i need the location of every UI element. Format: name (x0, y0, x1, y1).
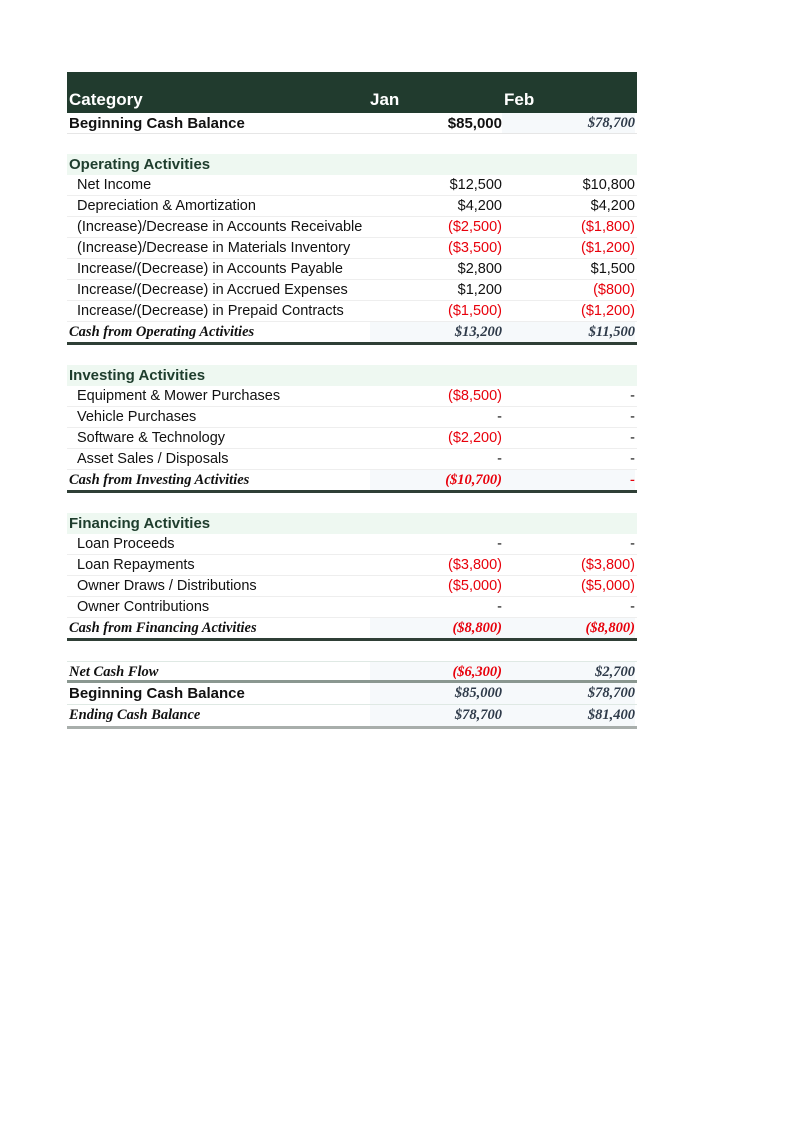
financing-section-title (67, 513, 637, 534)
row-jan: ($1,500) (447, 303, 502, 319)
row-label: Software & Technology (77, 430, 226, 446)
table-row (67, 597, 637, 618)
row-feb: - (630, 451, 635, 467)
table-row (67, 196, 637, 217)
ending-cash-jan: $78,700 (454, 707, 502, 723)
financing-items (67, 534, 637, 618)
beginning-cash-label: Beginning Cash Balance (69, 115, 245, 132)
row-feb: ($1,200) (580, 303, 635, 319)
row-feb: - (630, 536, 635, 552)
table-row (67, 175, 637, 196)
table-row (67, 259, 637, 280)
table-row (67, 280, 637, 301)
investing-total-feb: - (630, 472, 635, 488)
net-cash-flow-feb: $2,700 (595, 664, 635, 680)
row-jan: ($3,800) (447, 557, 502, 573)
row-label: Vehicle Purchases (77, 409, 197, 425)
net-cash-flow-jan: ($6,300) (452, 664, 502, 680)
row-jan: ($3,500) (447, 240, 502, 256)
row-jan: - (497, 599, 502, 615)
row-feb: ($1,800) (580, 219, 635, 235)
row-feb: ($800) (593, 282, 635, 298)
table-row (67, 555, 637, 576)
summary-beginning-row (67, 683, 637, 705)
row-label: (Increase)/Decrease in Materials Inventory (77, 240, 351, 256)
investing-section-title (67, 365, 637, 386)
financing-total-feb: ($8,800) (585, 620, 635, 636)
row-label: (Increase)/Decrease in Accounts Receivable (77, 219, 363, 235)
table-row (67, 534, 637, 555)
table-row (67, 407, 637, 428)
operating-section-title (67, 154, 637, 175)
table-row (67, 301, 637, 322)
row-label: Increase/(Decrease) in Prepaid Contracts (77, 303, 344, 319)
row-jan: - (497, 409, 502, 425)
header-category: Category (69, 90, 143, 109)
cash-flow-sheet (67, 72, 637, 729)
operating-title: Operating Activities (69, 156, 211, 173)
row-jan: ($5,000) (447, 578, 502, 594)
row-label: Loan Repayments (77, 557, 195, 573)
table-row (67, 449, 637, 470)
financing-total-jan: ($8,800) (452, 620, 502, 636)
row-label: Equipment & Mower Purchases (77, 388, 281, 404)
ending-cash-row (67, 705, 637, 729)
row-jan: $2,800 (457, 261, 502, 277)
row-jan: $1,200 (457, 282, 502, 298)
row-label: Increase/(Decrease) in Accounts Payable (77, 261, 343, 277)
operating-total-row (67, 322, 637, 345)
row-jan: $4,200 (457, 198, 502, 214)
row-feb: - (630, 430, 635, 446)
row-feb: ($5,000) (580, 578, 635, 594)
investing-total-row (67, 470, 637, 493)
row-feb: $10,800 (582, 177, 635, 193)
header-jan: Jan (370, 90, 400, 109)
row-label: Owner Draws / Distributions (77, 578, 257, 594)
row-jan: - (497, 451, 502, 467)
summary-beginning-feb: $78,700 (587, 685, 635, 701)
row-jan: - (497, 536, 502, 552)
financing-title: Financing Activities (69, 515, 211, 532)
table-row (67, 238, 637, 259)
operating-total-label: Cash from Operating Activities (69, 324, 255, 340)
header-feb: Feb (504, 90, 535, 109)
ending-cash-feb: $81,400 (587, 707, 635, 723)
investing-total-label: Cash from Investing Activities (69, 472, 250, 488)
row-label: Loan Proceeds (77, 536, 175, 552)
row-feb: - (630, 409, 635, 425)
row-feb: - (630, 388, 635, 404)
financing-total-label: Cash from Financing Activities (69, 620, 257, 636)
row-feb: $4,200 (590, 198, 635, 214)
financing-total-row (67, 618, 637, 641)
beginning-cash-feb: $78,700 (587, 115, 635, 131)
row-feb: $1,500 (590, 261, 635, 277)
row-feb: ($3,800) (580, 557, 635, 573)
ending-cash-label: Ending Cash Balance (69, 707, 201, 723)
summary-beginning-jan: $85,000 (454, 685, 502, 701)
operating-total-jan: $13,200 (454, 324, 502, 340)
row-jan: ($8,500) (447, 388, 502, 404)
row-label: Asset Sales / Disposals (77, 451, 229, 467)
operating-items (67, 175, 637, 322)
row-feb: - (630, 599, 635, 615)
row-jan: ($2,200) (447, 430, 502, 446)
table-row (67, 428, 637, 449)
investing-title: Investing Activities (69, 367, 206, 384)
table-header (67, 72, 637, 113)
beginning-cash-row (67, 113, 637, 134)
row-jan: ($2,500) (447, 219, 502, 235)
net-cash-flow-row (67, 661, 637, 683)
row-feb: ($1,200) (580, 240, 635, 256)
row-label: Net Income (77, 177, 152, 193)
beginning-cash-jan: $85,000 (447, 115, 502, 132)
table-row (67, 386, 637, 407)
summary-beginning-label: Beginning Cash Balance (69, 685, 245, 702)
row-jan: $12,500 (449, 177, 502, 193)
operating-total-feb: $11,500 (588, 324, 635, 340)
row-label: Owner Contributions (77, 599, 210, 615)
table-row (67, 217, 637, 238)
row-label: Depreciation & Amortization (77, 198, 256, 214)
investing-total-jan: ($10,700) (445, 472, 502, 488)
table-row (67, 576, 637, 597)
investing-items (67, 386, 637, 470)
row-label: Increase/(Decrease) in Accrued Expenses (77, 282, 348, 298)
net-cash-flow-label: Net Cash Flow (69, 664, 159, 680)
